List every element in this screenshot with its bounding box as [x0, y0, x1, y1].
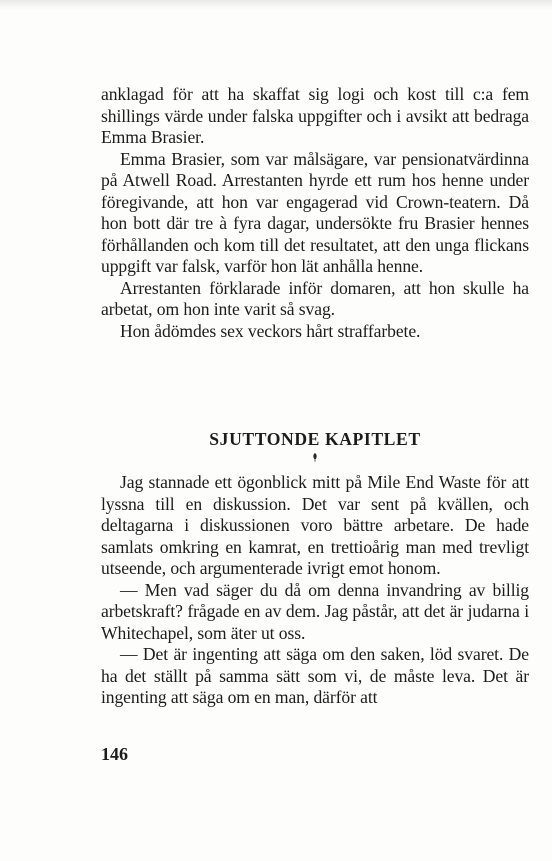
paragraph: Arrestanten förklarade inför domaren, att hon skulle ha arbetat, om hon inte varit så svag. [101, 277, 529, 319]
chapter-title: SJUTTONDE KAPITLET [209, 429, 421, 449]
leaf-ornament-icon [310, 452, 320, 462]
page-number: 146 [101, 744, 128, 764]
paragraph: Jag stannade ett ögonblick mitt på Mile End Waste för att lyssna till en diskussion. Det var sent på kvällen, och deltagarna i diskussionen voro bättre arbetare. De hade samlats omkring en kamrat, en trettioårig man med trevligt utseende, och argumenterade ivrigt emot honom. [101, 472, 529, 578]
page-top-edge [0, 0, 552, 10]
paragraph: — Men vad säger du då om denna invandring av billig arbetskraft? frågade en av dem. Jag påstår, att det är judarna i Whitechapel, som äter ut oss. [101, 579, 529, 643]
chapter-heading [101, 428, 529, 462]
bottom-text-section [101, 472, 529, 709]
top-text-section [101, 84, 529, 342]
paragraph: Hon ådömdes sex veckors hårt straffarbete. [120, 320, 421, 341]
paragraph: — Det är ingenting att säga om den saken, löd svaret. De ha det ställt på samma sätt som vi, de måste leva. Det är ingenting att säga om en man, därför att [101, 644, 529, 707]
paragraph: Emma Brasier, som var målsägare, var pensionatvärdinna på Atwell Road. Arrestanten hyrde ett rum hos henne under föregivande, att hon var engagerad vid Crown-teatern. Då hon bott där tre à fyra dagar, undersökte fru Brasier hennes förhållanden och kom till det resultatet, att den unga flickans uppgift var falsk, varför hon lät anhålla henne. [101, 148, 529, 276]
paragraph: anklagad för att ha skaffat sig logi och kost till c:a fem shillings värde under falska uppgifter och i avsikt att bedraga Emma Brasier. [101, 84, 529, 147]
